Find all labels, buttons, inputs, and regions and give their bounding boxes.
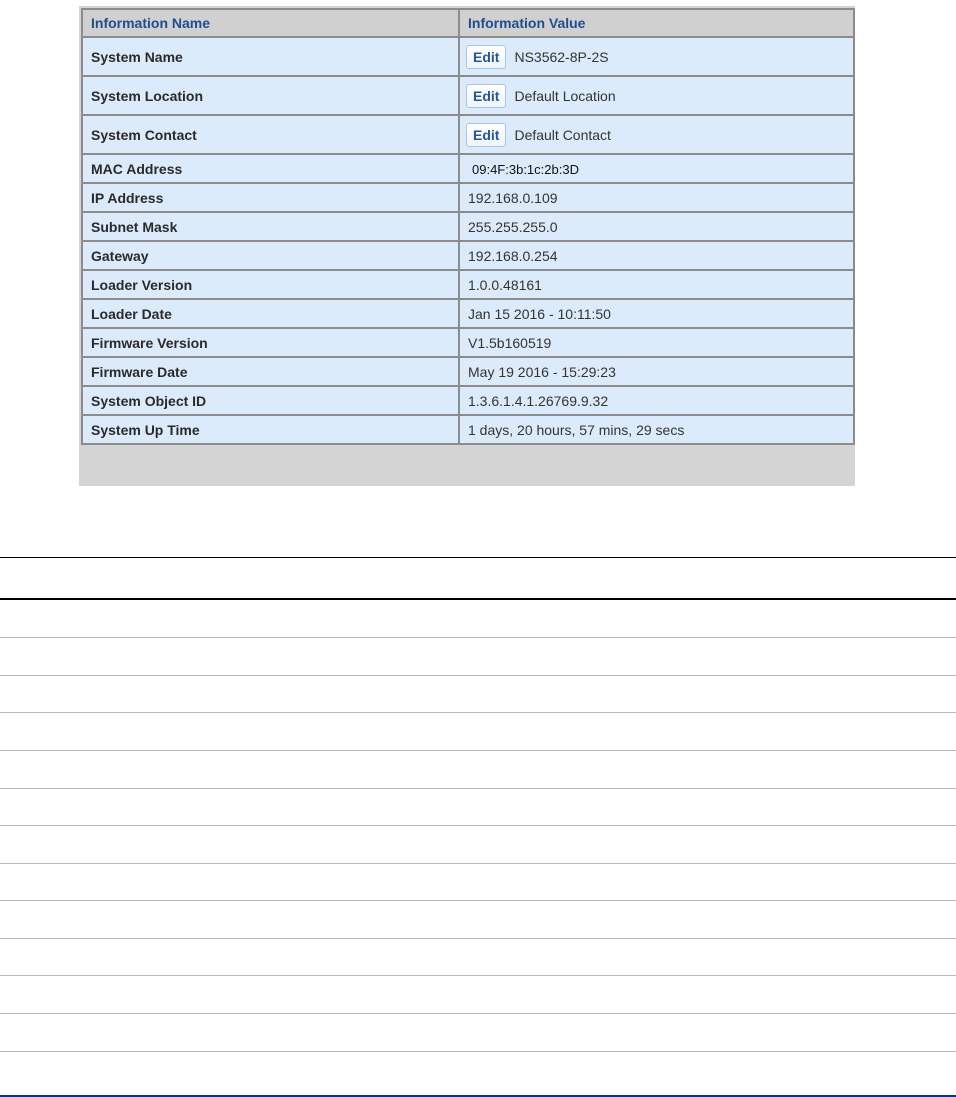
table-row-divider <box>0 675 956 676</box>
row-label-firmware-date: Firmware Date <box>82 357 459 386</box>
row-label-mac-address: MAC Address <box>82 154 459 183</box>
row-value-firmware-version: V1.5b160519 <box>459 328 854 357</box>
row-label-firmware-version: Firmware Version <box>82 328 459 357</box>
table-row <box>82 183 854 212</box>
row-label-system-up-time: System Up Time <box>82 415 459 444</box>
table-row <box>82 37 854 76</box>
table-row <box>82 328 854 357</box>
row-value-system-name <box>459 37 854 76</box>
table-header-rule <box>0 598 956 600</box>
row-value-system-location <box>459 76 854 115</box>
row-value-system-object-id: 1.3.6.1.4.1.26769.9.32 <box>459 386 854 415</box>
system-information-screenshot <box>79 6 855 486</box>
table-row <box>82 299 854 328</box>
table-row-divider <box>0 712 956 713</box>
mac-address-value: 09:4F:3b:1c:2b:3D <box>472 161 579 177</box>
system-name-value: NS3562-8P-2S <box>514 48 609 65</box>
row-value-gateway: 192.168.0.254 <box>459 241 854 270</box>
row-value-firmware-date: May 19 2016 - 15:29:23 <box>459 357 854 386</box>
row-label-loader-date: Loader Date <box>82 299 459 328</box>
table-row-divider <box>0 863 956 864</box>
column-header-name: Information Name <box>82 9 459 37</box>
table-row <box>82 115 854 154</box>
row-value-ip-address: 192.168.0.109 <box>459 183 854 212</box>
row-label-gateway: Gateway <box>82 241 459 270</box>
table-row-divider <box>0 825 956 826</box>
table-row <box>82 357 854 386</box>
edit-system-contact-button[interactable]: Edit <box>466 123 506 147</box>
empty-document-table <box>0 557 956 1097</box>
table-row-divider <box>0 1051 956 1052</box>
row-value-loader-date: Jan 15 2016 - 10:11:50 <box>459 299 854 328</box>
table-row-divider <box>0 750 956 751</box>
table-row-divider <box>0 938 956 939</box>
row-label-subnet-mask: Subnet Mask <box>82 212 459 241</box>
table-row <box>82 270 854 299</box>
table-row-divider <box>0 637 956 638</box>
table-row-divider <box>0 900 956 901</box>
row-value-system-up-time: 1 days, 20 hours, 57 mins, 29 secs <box>459 415 854 444</box>
row-value-mac-address <box>459 154 854 183</box>
table-row <box>82 241 854 270</box>
table-row-divider <box>0 975 956 976</box>
table-row <box>82 415 854 444</box>
edit-system-name-button[interactable]: Edit <box>466 45 506 69</box>
row-label-system-name: System Name <box>82 37 459 76</box>
system-information-table <box>81 8 855 445</box>
row-value-loader-version: 1.0.0.48161 <box>459 270 854 299</box>
system-location-value: Default Location <box>514 87 616 104</box>
edit-system-location-button[interactable]: Edit <box>466 84 506 108</box>
table-row <box>82 386 854 415</box>
system-contact-value: Default Contact <box>514 126 611 143</box>
table-row <box>82 76 854 115</box>
table-row-divider <box>0 788 956 789</box>
table-row <box>82 154 854 183</box>
row-label-system-object-id: System Object ID <box>82 386 459 415</box>
row-value-subnet-mask: 255.255.255.0 <box>459 212 854 241</box>
row-label-loader-version: Loader Version <box>82 270 459 299</box>
row-value-system-contact <box>459 115 854 154</box>
table-header-row <box>82 9 854 37</box>
row-label-system-location: System Location <box>82 76 459 115</box>
table-top-rule <box>0 557 956 558</box>
table-row-divider <box>0 1013 956 1014</box>
table-row <box>82 212 854 241</box>
column-header-value: Information Value <box>459 9 854 37</box>
row-label-system-contact: System Contact <box>82 115 459 154</box>
row-label-ip-address: IP Address <box>82 183 459 212</box>
